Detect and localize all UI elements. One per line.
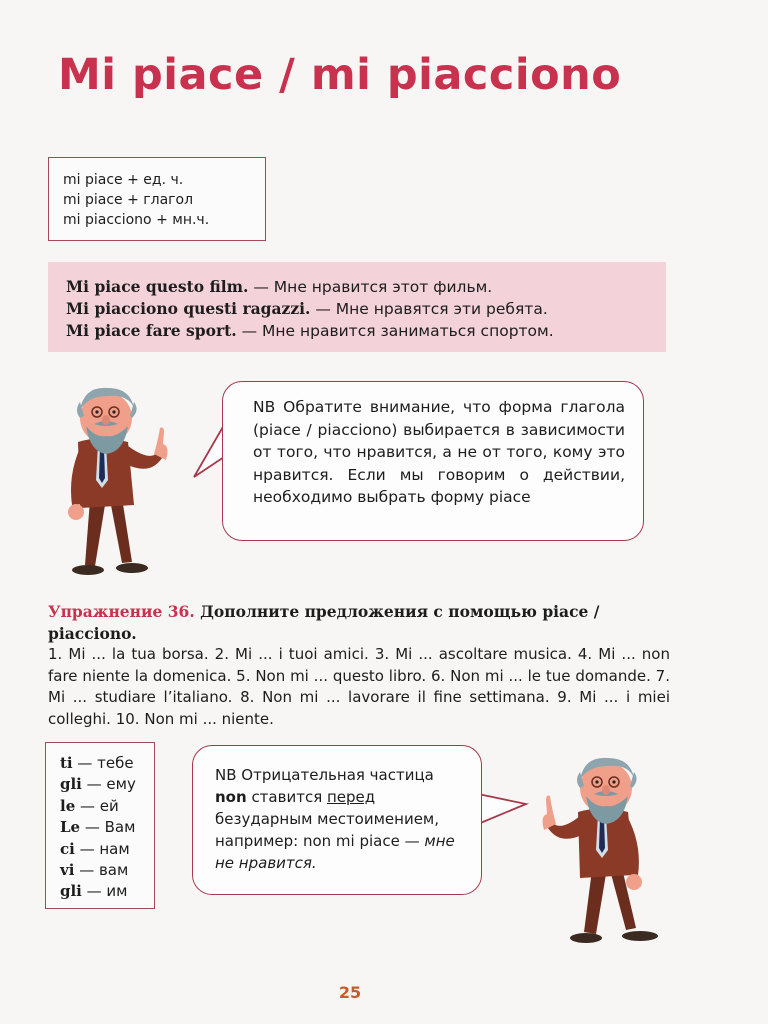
nb2-text: NB Отрицательная частица [215, 766, 434, 784]
rule-line: mi piace + ед. ч. [63, 172, 184, 188]
example-italian: Mi piace questo film. [66, 277, 249, 296]
nb2-text: ставится [246, 788, 327, 806]
professor-illustration [540, 750, 670, 950]
pronoun-item [60, 839, 154, 860]
example-line [66, 298, 666, 320]
pronoun-russian: — ему [81, 775, 136, 794]
pronoun-item [60, 774, 154, 795]
rule-box [48, 157, 266, 241]
pronoun-italian: vi [60, 861, 75, 880]
nb-note-verb-form: NB Обратите внимание, что форма глагола (piace / piacciono) выбирается в зависимости от того, что нравится, а не от того, кому это нравится. Если мы говорим о действии, необходимо выбрать форму piace [222, 381, 644, 541]
pronoun-russian: — нам [74, 839, 130, 858]
page-title: Mi piace / mi piacciono [58, 50, 622, 100]
pronoun-italian: gli [60, 775, 82, 794]
pronoun-item [60, 817, 154, 838]
pronoun-item [60, 881, 154, 902]
pronoun-italian: gli [60, 882, 82, 901]
pronoun-russian: — им [81, 882, 128, 901]
pronoun-item [60, 753, 154, 774]
nb2-underlined: перед [326, 788, 376, 806]
nb2-text: безударным местоимением, например: non mi piace — [215, 810, 440, 850]
pronoun-russian: — Вам [80, 818, 136, 837]
example-russian: — Мне нравится заниматься спортом. [236, 322, 554, 340]
bubble-tail [474, 790, 530, 830]
nb2-bold: non [215, 788, 247, 806]
pronoun-russian: — тебе [72, 754, 134, 772]
pronoun-list [45, 742, 155, 909]
example-italian: Mi piace fare sport. [66, 321, 237, 340]
nb-note-negation [192, 745, 482, 895]
pronoun-item [60, 860, 154, 881]
exercise-text: 1. Mi ... la tua borsa. 2. Mi ... i tuoi amici. 3. Mi ... ascoltare musica. 4. Mi ... non fare niente la domenica. 5. Non mi ... questo libro. 6. Non mi ... le tue domande. 7. Mi ... studiare l’italiano. 8. Non mi ... lavorare il fine settimana. 9. Mi ... i miei colleghi. 10. Non mi ... niente. [48, 645, 670, 728]
example-russian: — Мне нравится этот фильм. [248, 278, 493, 296]
nb2-italic: мне не нравится. [215, 832, 455, 872]
rule-line: mi piacciono + мн.ч. [63, 212, 210, 228]
pronoun-italian: ci [60, 839, 75, 858]
exercise-heading [48, 601, 670, 644]
example-line [66, 276, 666, 298]
example-italian: Mi piacciono questi ragazzi. [66, 299, 311, 318]
example-russian: — Мне нравятся эти ребята. [310, 300, 548, 318]
example-line [66, 320, 666, 342]
pronoun-italian: ti [60, 754, 73, 772]
page-number: 25 [338, 983, 362, 1002]
examples-band [48, 262, 666, 352]
pronoun-russian: — вам [74, 861, 129, 880]
professor-illustration [50, 380, 180, 580]
exercise-instruction: Дополните предложения с помощью piace / piacciono. [48, 602, 600, 643]
pronoun-italian: le [60, 796, 76, 815]
rule-line: mi piace + глагол [63, 192, 194, 208]
exercise-number: Упражнение 36. [48, 602, 195, 621]
pronoun-italian: Le [60, 818, 81, 837]
exercise-block [48, 601, 670, 730]
pronoun-item [60, 796, 154, 817]
pronoun-russian: — ей [75, 796, 119, 815]
